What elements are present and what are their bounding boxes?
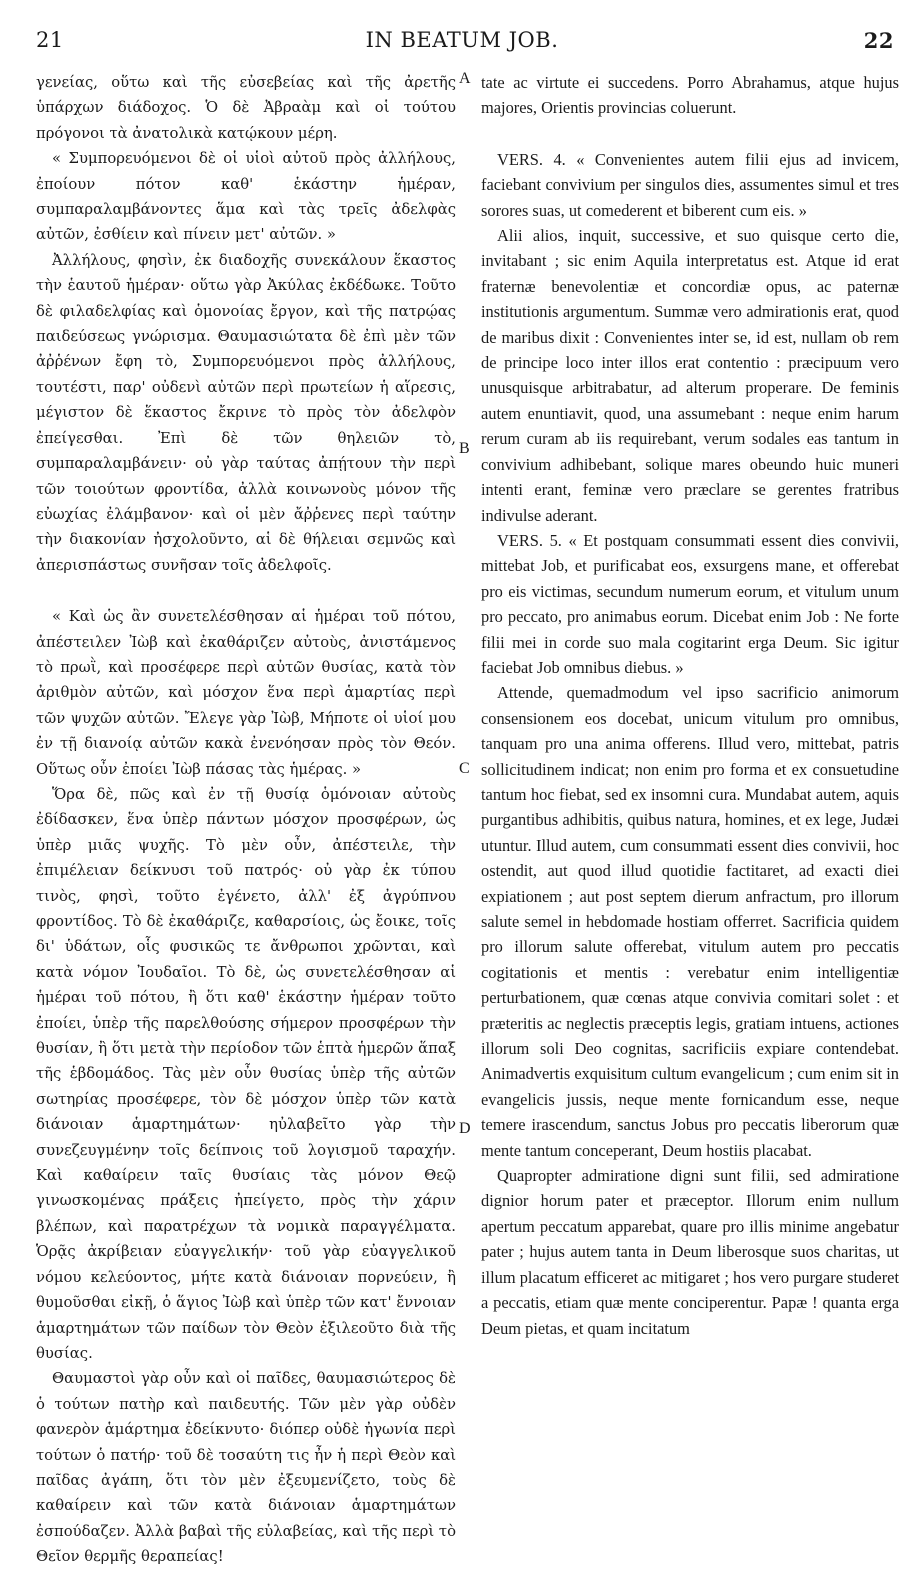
running-title: IN BEATUM JOB. xyxy=(365,28,559,52)
page-number-right: 22 xyxy=(863,28,894,53)
greek-paragraph: γενείας, οὕτω καὶ τῆς εὐσεβείας καὶ τῆς ἀρετῆς ὑπάρχων διάδοχος. Ὁ δὲ Ἀβραὰμ καὶ οἱ τούτου πρόγονοι τὰ ἀνατολικὰ κατῴκουν μέρη. xyxy=(36,74,456,142)
greek-paragraph: Θαυμαστοὶ γὰρ οὖν καὶ οἱ παῖδες, θαυμασιώτερος δὲ ὁ τούτων πατὴρ καὶ παιδευτής. Τῶν μὲν γὰρ οὐδὲν φανερὸν ἁμάρτημα ἐδείκνυτο· διόπερ οὐδὲ ἠγωνία περὶ τούτων ὁ πατήρ· τοῦ δὲ τοσαύτη τις ἦν ἡ περὶ Θεὸν καὶ παῖδας ἀγάπη, ὅτι τὸν μὲν ἐξευμενίζετο, τοὺς δὲ καθαίρειν καὶ τῶν κατὰ διάνοιαν ἁμαρτημάτων ἐσπούδαζεν. Ἀλλὰ βαβαὶ τῆς εὐλαβείας, καὶ τῆς περὶ τὸ Θεῖον θερμῆς θεραπείας! xyxy=(36,1370,456,1566)
margin-letter-d: D xyxy=(459,1120,471,1137)
latin-paragraph: Attende, quemadmodum vel ipso sacrificio animorum consensionem eos docebat, unicum vitulum pro omnibus, tanquam pro una anima offerens. Illud vero, mittebat, patris sollicitudinem indicat; non enim pro forma et ex consuetudine tantum hoc fiebat, sed ex insomni cura. Mundabat autem, aquis purgantibus adhibitis, quibus natura, homines, et ex lege, Judæi utuntur. Illud autem, cum consummati essent dies convivii, hoc ostendit, aut quod illud quotidie factitaret, ad exacti diei expiationem ; aut post septem dierum anfractum, pro illorum salute semel in hebdomade hostiam offerret. Sacrificia quidem pro illorum salute offerebat, vitulum autem pro peccatis cogitationis et mentis : verebatur enim intelligentiæ perturbationem, quæ cœnas atque convivia comitari solet : et præteritis ac neglectis præceptis legis, gratiam intuens, actiones illorum soli Deo cognitas, sacrificiis expiare contendebat. Animadvertis exquisitum cultum evangelicum ; cum enim sit in evangelicis jussis, neque mente fornicandum esse, neque temere irascendum, sanctus Jobus pro peccatis liberorum quæ mente tantum conceperant, Deum hostiis placabat. xyxy=(481,683,899,1160)
margin-letter-a: A xyxy=(459,70,471,87)
margin-letter-c: C xyxy=(459,760,470,777)
margin-letter-b: B xyxy=(459,440,470,457)
greek-scripture-quote: « Καὶ ὡς ἂν συνετελέσθησαν αἱ ἡμέραι τοῦ πότου, ἀπέστειλεν Ἰὼβ καὶ ἐκαθάριζεν αὐτοὺς, ἀνιστάμενος τὸ πρωῒ, καὶ προσέφερε περὶ αὐτῶν θυσίας, κατὰ τὸν ἀριθμὸν αὐτῶν, καὶ μόσχον ἕνα περὶ ἁμαρτίας περὶ τῶν ψυχῶν αὐτῶν. Ἔλεγε γὰρ Ἰὼβ, Μήποτε οἱ υἱοί μου ἐν τῇ διανοίᾳ αὐτῶν κακὰ ἐνενόησαν πρὸς τὸν Θεόν. Οὕτως οὖν ἐποίει Ἰὼβ πάσας τὰς ἡμέρας. » xyxy=(36,608,456,778)
greek-column xyxy=(36,70,456,1570)
running-header xyxy=(0,28,924,62)
greek-scripture-quote: « Συμπορευόμενοι δὲ οἱ υἱοὶ αὐτοῦ πρὸς ἀλλήλους, ἐποίουν πότον καθ' ἑκάστην ἡμέραν, συμπαραλαμβάνοντες ἅμα καὶ τὰς τρεῖς ἀδελφὰς αὐτῶν, ἐσθίειν καὶ πίνειν μετ' αὐτῶν. » xyxy=(36,150,456,244)
latin-column xyxy=(481,70,899,1341)
page-number-left: 21 xyxy=(36,28,64,52)
greek-paragraph: Ἀλλήλους, φησὶν, ἐκ διαδοχῆς συνεκάλουν ἕκαστος τὴν ἑαυτοῦ ἡμέραν· οὕτω γὰρ Ἀκύλας ἐκδέδωκε. Τοῦτο δὲ φιλαδελφίας καὶ ὁμονοίας ἔργον, καὶ τῆς πατρῴας παιδεύσεως γνώρισμα. Θαυμασιώτατα δὲ ἐπὶ μὲν τῶν ἀῤῥένων ἔφη τὸ, Συμπορευόμενοι πρὸς ἀλλήλους, τουτέστι, παρ' οὐδενὶ αὐτῶν περὶ πρωτείων ἡ αἵρεσις, μέγιστον δὲ ἕκαστος ἔκρινε τὸ πρὸς τὸν ἀδελφὸν ἐπείγεσθαι. Ἐπὶ δὲ τῶν θηλειῶν τὸ, συμπαραλαμβάνειν· οὐ γὰρ ταύτας ἀπῄτουν τὴν περὶ τῶν τοιούτων φροντίδα, ἀλλὰ κοινωνοὺς μόνον τῆς εὐωχίας ἐλάμβανον· καὶ οἱ μὲν ἄῤῥενες περὶ ταύτην τὴν διακονίαν ἠσχολοῦντο, αἱ δὲ θήλειαι σεμνῶς καὶ ἀπερισπάστως συνῆσαν τοῖς ἀδελφοῖς. xyxy=(36,251,456,574)
greek-paragraph: Ὅρα δὲ, πῶς καὶ ἐν τῇ θυσίᾳ ὁμόνοιαν αὐτοὺς ἐδίδασκεν, ἕνα ὑπὲρ πάντων μόσχον προσφέρων, ὡς ὑπὲρ μιᾶς ψυχῆς. Τὸ μὲν οὖν, ἀπέστειλε, τὴν ἐπιμέλειαν δείκνυσι τοῦ πατρός· οὐ γὰρ ἐκ τύπου τινὸς, φησὶ, τοῦτο ἐγένετο, ἀλλ' ἐξ ἀγρύπνου φροντίδος. Τὸ δὲ ἐκαθάριζε, καθαρσίοις, ὡς ἔοικε, τοῖς δι' ὑδάτων, οἷς φυσικῶς τε ἄνθρωποι χρῶνται, καὶ κατὰ νόμον Ἰουδαῖοι. Τὸ δὲ, ὡς συνετελέσθησαν αἱ ἡμέραι τοῦ πότου, ἢ ὅτι καθ' ἑκάστην ἡμέραν τοῦτο ἐποίει, ὑπὲρ τῆς παρελθούσης σήμερον προσφέρων τὴν θυσίαν, ἢ ὅτι μετὰ τὴν περίοδον τῶν ἑπτὰ ἡμερῶν ἅπαξ τῆς ἑβδομάδος. Τὰς μὲν οὖν θυσίας ὑπὲρ τῆς αὐτῶν σωτηρίας προσέφερε, τὸν δὲ μόσχον ὑπὲρ τῶν κατὰ διάνοιαν ἁμαρτημάτων· ηὐλαβεῖτο γὰρ τὴν συνεζευγμένην τοῖς δείπνοις τοῦ λογισμοῦ ταραχήν. Καὶ καθαίρειν ταῖς θυσίαις τὰς μόνον Θεῷ γινωσκομένας πράξεις ἠπείγετο, πρὸς τὴν χάριν βλέπων, καὶ παρατρέχων τὰ νομικὰ παραγγέλματα. Ὁρᾷς ἀκρίβειαν εὐαγγελικήν· τοῦ γὰρ εὐαγγελικοῦ νόμου κελεύοντος, μήτε κατὰ διάνοιαν πορνεύειν, ἢ θυμοῦσθαι εἰκῇ, ὁ ἅγιος Ἰὼβ καὶ ὑπὲρ τῶν κατ' ἔννοιαν ἁμαρτημάτων τῶν παίδων τὸν Θεὸν ἐξιλεοῦτο διὰ τῆς θυσίας. xyxy=(36,785,456,1362)
latin-verse-5: VERS. 5. « Et postquam consummati essent dies convivii, mittebat Job, et purificabat eos, exsurgens mane, et offerebat pro eis victimas, secundum numerum eorum, et vitulum unum pro peccato, pro animabus eorum. Dicebat enim Job : Ne forte filii mei in corde suo mala cogitarint erga Deum. Sic igitur faciebat Job omnibus diebus. » xyxy=(481,530,899,677)
latin-paragraph: tate ac virtute ei succedens. Porro Abrahamus, atque hujus majores, Orientis provincias coluerunt. xyxy=(481,73,899,118)
latin-verse-4: VERS. 4. « Convenientes autem filii ejus ad invicem, faciebant convivium per singulos dies, assumentes simul et tres sorores suas, ut comederent et biberent cum eis. » xyxy=(481,149,899,220)
latin-paragraph: Quapropter admiratione digni sunt filii, sed admiratione dignior horum pater et præceptor. Illorum enim nullum apertum peccatum apparebat, quare pro illis minime angebatur pater ; hujus autem tanta in Deum liberosque suos charitas, ut illum placatum efficeret ac mitigaret ; hos vero purgare studeret a peccatis, etiam quæ mente conciperentur. Papæ ! quanta erga Deum pietas, et quam incitatum xyxy=(481,1166,899,1338)
latin-paragraph: Alii alios, inquit, successive, et suo quisque certo die, invitabant ; sic enim Aquila interpretatus est. Atque id erat fraternæ benevolentiæ et concordiæ opus, ac paternæ institutionis argumentum. Summæ vero admirationis erat, quod de maribus dixit : Convenientes inter se, id est, nullam ob rem de principe loco inter illos erat contentio : præcipuum vero unusquisque arbitrabatur, ad alterum properare. De feminis autem enuntiavit, quod, una assumebant : neque enim harum rerum curam ab iis requirebant, verum sodales eas tantum in convivium adhibebant, solique mares obeundo huic muneri intenti erant, feminæ vero præclare se gerentes fratribus indivulse aderant. xyxy=(481,226,899,525)
